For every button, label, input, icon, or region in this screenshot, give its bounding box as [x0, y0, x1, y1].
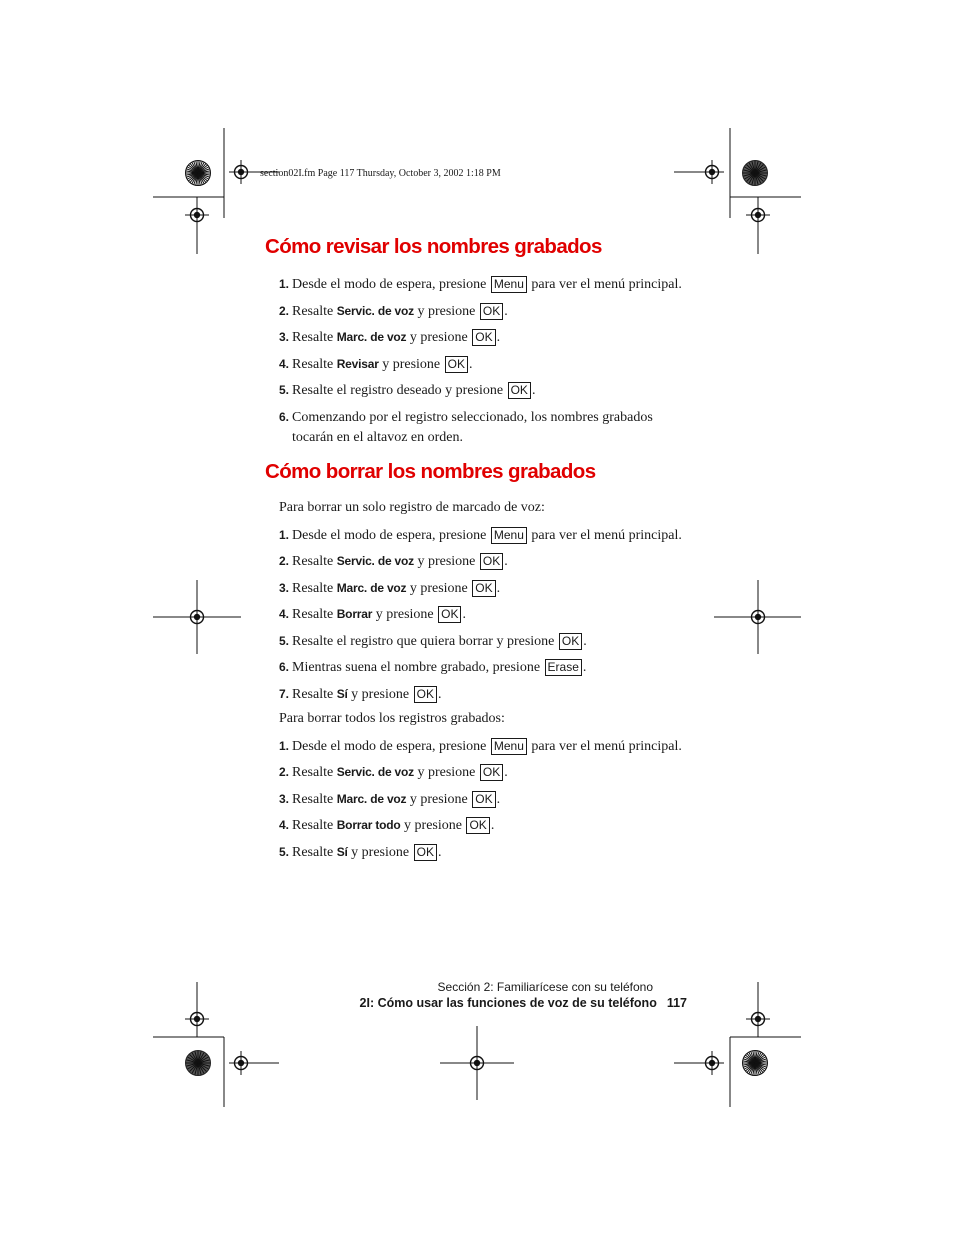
step-text: Resalte	[292, 330, 337, 345]
step-text: Mientras suena el nombre grabado, presione	[292, 660, 544, 675]
step-text: Desde el modo de espera, presione	[292, 277, 490, 292]
menu-option-name: Servic. de voz	[336, 554, 414, 568]
step-number: 2.	[279, 304, 290, 318]
step-text: y presione	[406, 792, 472, 807]
step-text: Resalte	[292, 765, 337, 780]
menu-option-name: Marc. de voz	[336, 330, 407, 344]
step-text: y presione	[406, 330, 472, 345]
step-item	[279, 604, 466, 625]
step-text: y presione	[347, 687, 413, 702]
step-text: .	[504, 765, 508, 780]
step-text: Resalte	[292, 554, 337, 569]
menu-option-name: Marc. de voz	[336, 581, 407, 595]
step-item	[279, 815, 494, 836]
footer-chapter-title: 2I: Cómo usar las funciones de voz de su teléfono	[359, 996, 657, 1010]
step-text: .	[504, 554, 508, 569]
step-text: Desde el modo de espera, presione	[292, 739, 490, 754]
step-number: 2.	[279, 554, 290, 568]
step-item	[279, 684, 441, 705]
step-item	[279, 789, 500, 810]
step-text: para ver el menú principal.	[527, 528, 682, 543]
key-ok-icon: OK	[414, 844, 437, 861]
step-number: 2.	[279, 765, 290, 779]
step-item	[279, 551, 508, 572]
footer-chapter	[360, 996, 687, 1010]
footer-section: Sección 2: Familiarícese con su teléfono	[437, 980, 653, 994]
step-number: 5.	[279, 634, 290, 648]
step-text: .	[496, 792, 501, 807]
key-ok-icon: OK	[438, 606, 461, 623]
step-number: 1.	[279, 739, 290, 753]
step-number: 4.	[279, 357, 290, 371]
key-menu-icon: Menu	[491, 276, 527, 293]
menu-option-name: Borrar	[336, 607, 373, 621]
key-menu-icon: Menu	[491, 527, 527, 544]
step-number: 6.	[279, 410, 290, 424]
step-text: Resalte	[292, 581, 337, 596]
key-ok-icon: OK	[472, 791, 495, 808]
step-item	[279, 762, 508, 783]
step-text: Desde el modo de espera, presione	[292, 528, 490, 543]
step-text: y presione	[413, 554, 479, 569]
step-number: 3.	[279, 330, 290, 344]
step-item	[279, 842, 441, 863]
menu-option-name: Servic. de voz	[336, 304, 414, 318]
step-text: Resalte el registro deseado y presione	[292, 383, 507, 398]
step-text: .	[496, 581, 501, 596]
key-ok-icon: OK	[445, 356, 468, 373]
step-text: .	[504, 304, 508, 319]
step-item	[279, 736, 682, 757]
step-number: 1.	[279, 277, 290, 291]
menu-option-name: Sí	[336, 845, 348, 859]
step-number: 4.	[279, 818, 290, 832]
step-text: Resalte	[292, 845, 337, 860]
step-item	[279, 354, 472, 375]
step-text: y presione	[406, 581, 472, 596]
step-text: .	[531, 383, 536, 398]
menu-option-name: Revisar	[336, 357, 379, 371]
step-item	[279, 657, 586, 678]
step-text: .	[490, 818, 495, 833]
key-ok-icon: OK	[466, 817, 489, 834]
key-ok-icon: OK	[472, 329, 495, 346]
step-text: .	[437, 687, 442, 702]
step-text: .	[582, 660, 587, 675]
step-text: Resalte el registro que quiera borrar y presione	[292, 634, 558, 649]
step-text: y presione	[372, 607, 438, 622]
intro-all: Para borrar todos los registros grabados:	[279, 711, 505, 726]
step-text: y presione	[400, 818, 466, 833]
step-item	[279, 301, 508, 322]
step-item	[279, 578, 500, 599]
step-text: .	[468, 357, 473, 372]
step-text: .	[583, 634, 587, 649]
step-text: y presione	[413, 304, 479, 319]
step-number: 5.	[279, 383, 290, 397]
page-number: 117	[666, 996, 687, 1010]
step-text: .	[496, 330, 501, 345]
step-number: 6.	[279, 660, 290, 674]
step-text: y presione	[347, 845, 413, 860]
step-number: 7.	[279, 687, 290, 701]
key-ok-icon: OK	[480, 553, 503, 570]
key-ok-icon: OK	[559, 633, 582, 650]
step-text: Resalte	[292, 818, 337, 833]
key-ok-icon: OK	[472, 580, 495, 597]
step-text: Resalte	[292, 607, 337, 622]
menu-option-name: Borrar todo	[336, 818, 401, 832]
print-header: section02I.fm Page 117 Thursday, October 3, 2002 1:18 PM	[260, 168, 501, 179]
step-text: y presione	[413, 765, 479, 780]
step-text: Resalte	[292, 792, 337, 807]
step-text: Comenzando por el registro seleccionado, los nombres grabados	[292, 410, 653, 425]
step-number: 3.	[279, 581, 290, 595]
key-ok-icon: OK	[480, 764, 503, 781]
step-number: 4.	[279, 607, 290, 621]
menu-option-name: Servic. de voz	[336, 765, 414, 779]
step-item	[279, 631, 587, 652]
step-number: 5.	[279, 845, 290, 859]
step-text: Resalte	[292, 687, 337, 702]
key-erase-icon: Erase	[545, 659, 582, 676]
step-item	[279, 407, 653, 448]
step-item	[279, 274, 682, 295]
key-ok-icon: OK	[480, 303, 503, 320]
intro-single: Para borrar un solo registro de marcado de voz:	[279, 500, 545, 515]
key-ok-icon: OK	[414, 686, 437, 703]
step-text: para ver el menú principal.	[527, 277, 682, 292]
step-item	[279, 525, 682, 546]
step-item	[279, 380, 535, 401]
step-number: 3.	[279, 792, 290, 806]
step-text: Resalte	[292, 357, 337, 372]
step-text: para ver el menú principal.	[527, 739, 682, 754]
menu-option-name: Marc. de voz	[336, 792, 407, 806]
key-ok-icon: OK	[508, 382, 531, 399]
menu-option-name: Sí	[336, 687, 348, 701]
key-menu-icon: Menu	[491, 738, 527, 755]
step-number: 1.	[279, 528, 290, 542]
step-text: y presione	[378, 357, 444, 372]
section-title-delete: Cómo borrar los nombres grabados	[265, 460, 596, 483]
step-text: .	[437, 845, 442, 860]
step-item	[279, 327, 500, 348]
step-text: .	[462, 607, 466, 622]
step-text: Resalte	[292, 304, 337, 319]
section-title-review: Cómo revisar los nombres grabados	[265, 235, 602, 258]
step-text-continued: tocarán en el altavoz en orden.	[292, 430, 464, 445]
